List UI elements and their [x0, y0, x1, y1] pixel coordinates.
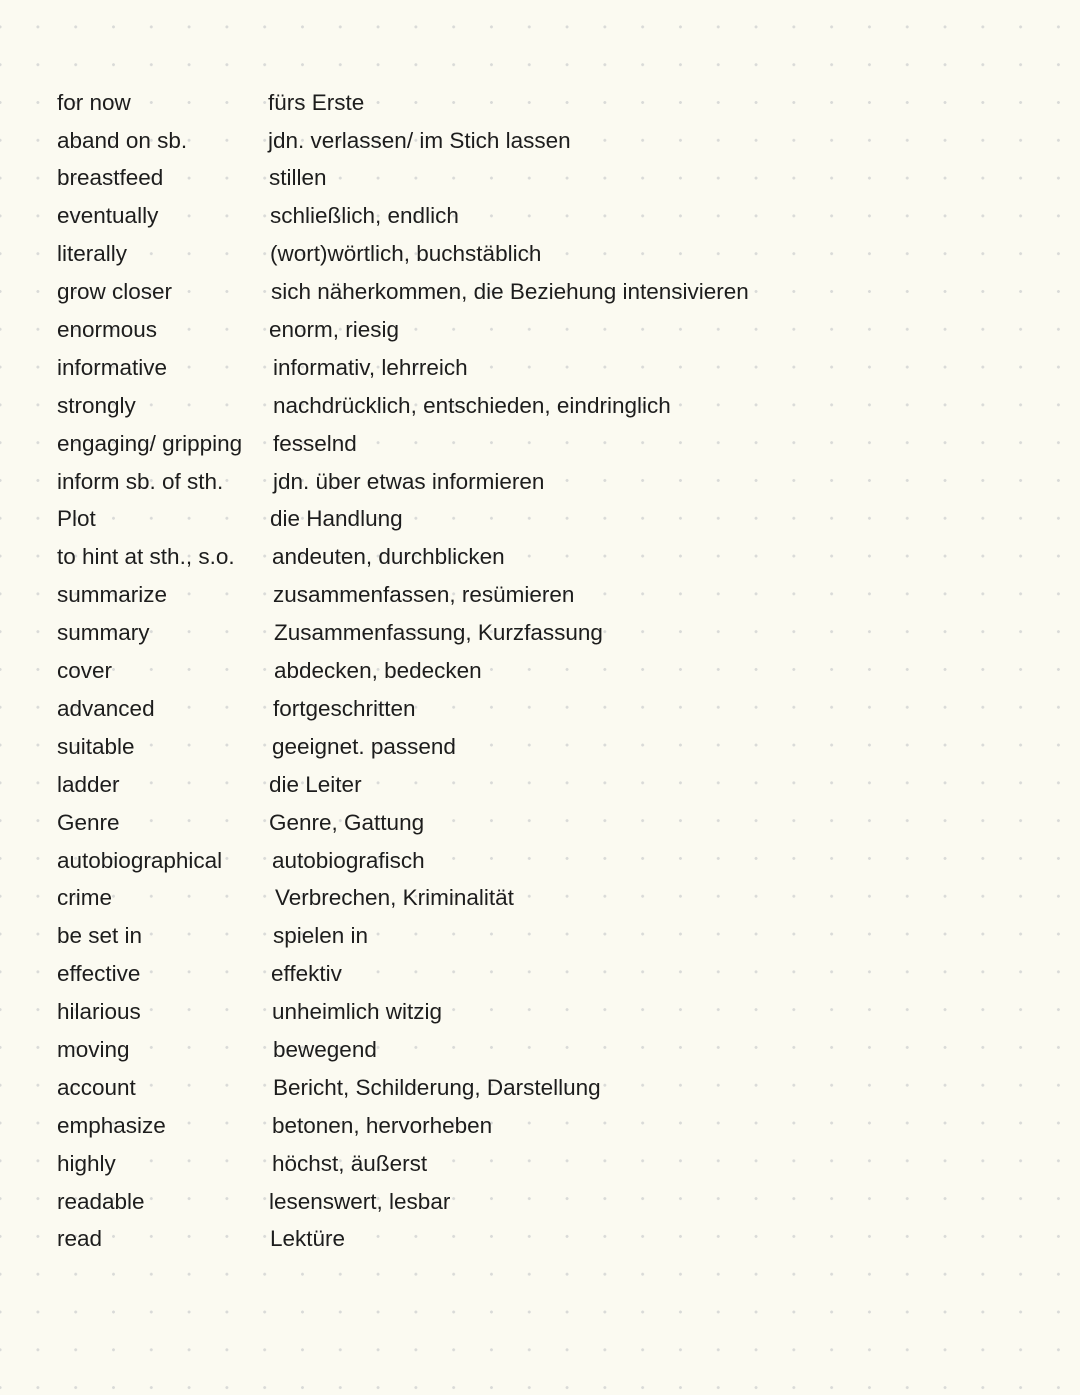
vocab-row [57, 842, 1017, 880]
vocab-row [57, 160, 1017, 198]
vocab-row [57, 614, 1017, 652]
vocab-term: summarize [57, 582, 168, 608]
vocab-row [57, 1221, 1017, 1259]
vocab-translation: Genre, Gattung [269, 809, 425, 835]
vocab-term: crime [57, 885, 112, 911]
vocab-translation: Verbrechen, Kriminalität [275, 885, 514, 911]
vocab-term: be set in [57, 923, 143, 949]
vocab-translation: nachdrücklich, entschieden, eindringlich [273, 392, 671, 418]
vocab-row [57, 804, 1017, 842]
vocab-term: strongly [57, 392, 136, 418]
vocab-term: emphasize [57, 1112, 166, 1138]
vocab-translation: die Handlung [270, 506, 403, 532]
vocab-translation: geeignet. passend [272, 733, 456, 759]
vocabulary-list [57, 84, 1017, 1259]
vocab-translation: unheimlich witzig [272, 999, 443, 1025]
vocab-term: engaging/ gripping [57, 430, 243, 456]
vocab-term: advanced [57, 695, 155, 721]
vocab-row [57, 918, 1017, 956]
vocab-row [57, 1107, 1017, 1145]
vocab-term: inform sb. of sth. [57, 468, 224, 494]
vocab-row [57, 122, 1017, 160]
vocab-row [57, 349, 1017, 387]
vocab-term: aband on sb. [57, 127, 188, 153]
vocab-term: cover [57, 658, 113, 684]
vocab-translation: fürs Erste [268, 89, 365, 115]
vocab-translation: fesselnd [273, 430, 357, 456]
vocab-term: account [57, 1074, 136, 1100]
vocab-row [57, 84, 1017, 122]
vocab-translation: stillen [269, 165, 327, 191]
vocab-row [57, 652, 1017, 690]
vocab-row [57, 1183, 1017, 1221]
vocab-row [57, 273, 1017, 311]
vocab-term: suitable [57, 733, 135, 759]
vocab-row [57, 311, 1017, 349]
vocab-translation: Zusammenfassung, Kurzfassung [274, 620, 603, 646]
vocab-term: autobiographical [57, 847, 223, 873]
vocab-row [57, 955, 1017, 993]
vocab-row [57, 463, 1017, 501]
vocab-term: moving [57, 1036, 130, 1062]
vocab-translation: die Leiter [269, 771, 362, 797]
vocab-translation: sich näherkommen, die Beziehung intensivieren [271, 279, 749, 305]
vocab-translation: fortgeschritten [273, 695, 416, 721]
vocab-row [57, 539, 1017, 577]
vocab-term: grow closer [57, 279, 173, 305]
vocab-translation: autobiografisch [272, 847, 425, 873]
vocab-translation: jdn. verlassen/ im Stich lassen [268, 127, 571, 153]
vocab-row [57, 198, 1017, 236]
vocab-row [57, 387, 1017, 425]
vocab-term: Plot [57, 506, 96, 532]
vocab-term: for now [57, 89, 131, 115]
vocab-term: effective [57, 961, 141, 987]
vocab-translation: zusammenfassen, resümieren [273, 582, 575, 608]
vocab-row [57, 993, 1017, 1031]
vocab-row [57, 1031, 1017, 1069]
vocab-row [57, 1145, 1017, 1183]
vocab-term: breastfeed [57, 165, 164, 191]
vocab-term: literally [57, 241, 128, 267]
vocab-term: summary [57, 620, 150, 646]
vocab-term: Genre [57, 809, 120, 835]
vocab-row [57, 236, 1017, 274]
vocab-term: readable [57, 1188, 145, 1214]
vocab-term: highly [57, 1150, 116, 1176]
vocab-row [57, 1069, 1017, 1107]
vocab-term: read [57, 1226, 103, 1252]
vocab-translation: Bericht, Schilderung, Darstellung [273, 1074, 601, 1100]
vocab-translation: effektiv [271, 961, 342, 987]
vocab-translation: jdn. über etwas informieren [273, 468, 545, 494]
vocab-row [57, 577, 1017, 615]
vocab-row [57, 501, 1017, 539]
vocab-translation: andeuten, durchblicken [272, 544, 505, 570]
vocab-translation: enorm, riesig [269, 317, 400, 343]
vocab-translation: (wort)wörtlich, buchstäblich [270, 241, 542, 267]
vocab-translation: abdecken, bedecken [274, 658, 482, 684]
vocab-translation: spielen in [273, 923, 369, 949]
vocab-translation: Lektüre [270, 1226, 346, 1252]
vocab-row [57, 690, 1017, 728]
vocab-term: to hint at sth., s.o. [57, 544, 235, 570]
vocab-row [57, 880, 1017, 918]
vocab-translation: schließlich, endlich [270, 203, 459, 229]
vocab-term: eventually [57, 203, 159, 229]
vocab-row [57, 425, 1017, 463]
vocab-translation: betonen, hervorheben [272, 1112, 493, 1138]
vocab-translation: höchst, äußerst [272, 1150, 428, 1176]
vocab-translation: informativ, lehrreich [273, 354, 468, 380]
vocab-row [57, 766, 1017, 804]
vocab-term: enormous [57, 317, 158, 343]
vocab-term: informative [57, 354, 168, 380]
vocab-translation: bewegend [273, 1036, 377, 1062]
vocab-term: hilarious [57, 999, 141, 1025]
vocab-translation: lesenswert, lesbar [269, 1188, 451, 1214]
vocab-term: ladder [57, 771, 120, 797]
vocab-row [57, 728, 1017, 766]
